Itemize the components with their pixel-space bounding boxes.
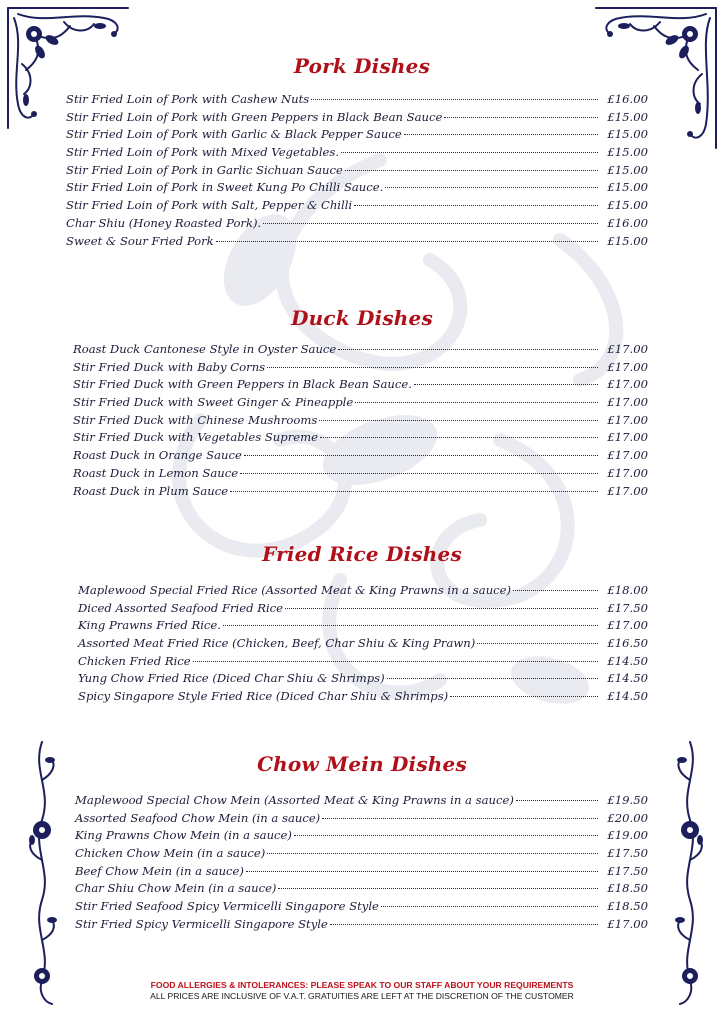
menu-item-price: £17.00 (607, 359, 648, 374)
dot-leader (246, 871, 598, 872)
menu-item (78, 689, 648, 707)
menu-item-price: £15.00 (607, 180, 648, 195)
menu-item (73, 377, 648, 395)
menu-item (73, 342, 648, 360)
menu-item-price: £17.00 (607, 377, 648, 392)
dot-leader (322, 818, 598, 819)
menu-item (66, 198, 648, 216)
menu-item-price: £17.00 (607, 448, 648, 463)
menu-item-price: £14.50 (607, 671, 648, 686)
dot-leader (355, 402, 598, 403)
menu-item-name: Sweet & Sour Fried Pork (66, 233, 214, 248)
menu-item-name: Stir Fried Seafood Spicy Vermicelli Singapore Style (75, 899, 379, 914)
menu-item-name: Chicken Chow Mein (in a sauce) (75, 846, 266, 861)
dot-leader (230, 491, 598, 492)
menu-item-name: Spicy Singapore Style Fried Rice (Diced Char Shiu & Shrimps) (78, 689, 449, 704)
menu-item-name: Stir Fried Loin of Pork in Garlic Sichuan Sauce (66, 162, 343, 177)
dot-leader (216, 241, 598, 242)
menu-item-price: £19.50 (607, 793, 648, 807)
menu-item-name: Yung Chow Fried Rice (Diced Char Shiu & Shrimps) (78, 671, 385, 686)
menu-item-name: Stir Fried Spicy Vermicelli Singapore Style (75, 916, 328, 931)
dot-leader (294, 835, 598, 836)
dot-leader (244, 455, 598, 456)
menu-item (73, 360, 648, 378)
menu-item-price: £16.00 (607, 215, 648, 230)
menu-item (78, 636, 648, 654)
menu-item-name: Stir Fried Duck with Vegetables Supreme (73, 430, 318, 445)
menu-item-price: £17.50 (607, 600, 648, 615)
duck-dishes-heading: Duck Dishes (291, 306, 433, 330)
dot-leader (267, 367, 598, 368)
menu-item-name: Stir Fried Loin of Pork with Cashew Nuts (66, 92, 310, 106)
dot-leader (319, 420, 598, 421)
menu-item (73, 395, 648, 413)
menu-item-price: £19.00 (607, 828, 648, 843)
dot-leader (267, 853, 598, 854)
menu-item-name: Stir Fried Loin of Pork with Green Peppers in Black Bean Sauce (66, 109, 443, 124)
menu-item-price: £15.00 (607, 127, 648, 142)
menu-item (75, 846, 648, 864)
dot-leader (513, 590, 598, 591)
menu-item (66, 145, 648, 163)
fried-rice-dishes-list (78, 583, 648, 707)
menu-item-price: £17.00 (607, 916, 648, 931)
menu-item-price: £17.50 (607, 846, 648, 861)
dot-leader (285, 608, 598, 609)
dot-leader (354, 205, 598, 206)
menu-item (66, 110, 648, 128)
menu-item-name: King Prawns Chow Mein (in a sauce) (75, 828, 292, 843)
dot-leader (311, 99, 598, 100)
dot-leader (516, 800, 598, 801)
menu-item-name: Maplewood Special Fried Rice (Assorted Meat & King Prawns in a sauce) (78, 583, 512, 597)
menu-item (66, 163, 648, 181)
dot-leader (450, 696, 598, 697)
menu-item-name: Stir Fried Loin of Pork with Garlic & Black Pepper Sauce (66, 127, 402, 142)
dot-leader (330, 924, 598, 925)
menu-item-name: Stir Fried Duck with Chinese Mushrooms (73, 412, 318, 427)
fried-rice-dishes-heading: Fried Rice Dishes (262, 542, 462, 566)
menu-item (78, 583, 648, 601)
menu-item (78, 671, 648, 689)
right-floral-vine-ornament (670, 740, 710, 1010)
menu-item-name: Maplewood Special Chow Mein (Assorted Meat & King Prawns in a sauce) (75, 793, 514, 807)
menu-item-name: Roast Duck in Lemon Sauce (73, 465, 239, 480)
menu-item-name: Chicken Fried Rice (78, 653, 191, 668)
dot-leader (193, 661, 598, 662)
menu-item (66, 234, 648, 252)
menu-item-name: Stir Fried Loin of Pork in Sweet Kung Po Chilli Sauce. (66, 180, 384, 195)
menu-item (73, 484, 648, 502)
menu-item-name: Char Shiu (Honey Roasted Pork). (66, 215, 262, 230)
menu-item (75, 864, 648, 882)
menu-item-price: £15.00 (607, 109, 648, 124)
left-floral-vine-ornament (22, 740, 62, 1010)
duck-dishes-list (73, 342, 648, 501)
dot-leader (263, 223, 598, 224)
menu-item-price: £16.50 (607, 636, 648, 651)
menu-item-price: £15.00 (607, 233, 648, 248)
dot-leader (387, 678, 598, 679)
menu-item (78, 618, 648, 636)
menu-item (66, 216, 648, 234)
menu-item-price: £17.00 (607, 412, 648, 427)
menu-item (73, 430, 648, 448)
menu-item (73, 466, 648, 484)
menu-item (75, 881, 648, 899)
menu-item-price: £15.00 (607, 162, 648, 177)
menu-item-price: £14.50 (607, 689, 648, 704)
dot-leader (414, 384, 598, 385)
menu-item-price: £15.00 (607, 198, 648, 213)
menu-item-name: Stir Fried Loin of Pork with Mixed Vegetables. (66, 145, 340, 160)
menu-item-name: King Prawns Fried Rice. (78, 618, 221, 633)
chow-mein-dishes-heading: Chow Mein Dishes (257, 752, 467, 776)
menu-item-price: £17.50 (607, 863, 648, 878)
menu-item-name: Stir Fried Duck with Baby Corns (73, 359, 266, 374)
dot-leader (381, 906, 598, 907)
dot-leader (320, 437, 598, 438)
menu-item-name: Diced Assorted Seafood Fried Rice (78, 600, 284, 615)
menu-item-name: Stir Fried Duck with Green Peppers in Black Bean Sauce. (73, 377, 412, 392)
dot-leader (278, 888, 598, 889)
menu-item-price: £20.00 (607, 810, 648, 825)
menu-item-price: £17.00 (607, 395, 648, 410)
menu-item-name: Roast Duck in Orange Sauce (73, 448, 242, 463)
menu-item (78, 654, 648, 672)
menu-item-price: £15.00 (607, 145, 648, 160)
menu-item (66, 127, 648, 145)
menu-item-name: Assorted Seafood Chow Mein (in a sauce) (75, 810, 321, 825)
vat-notice: ALL PRICES ARE INCLUSIVE OF V.A.T. GRATUITIES ARE LEFT AT THE DISCRETION OF THE CUSTOMER (150, 991, 574, 1001)
menu-item-name: Assorted Meat Fried Rice (Chicken, Beef, Char Shiu & King Prawn) (78, 636, 476, 651)
menu-item (75, 793, 648, 811)
menu-item-price: £17.00 (607, 618, 648, 633)
dot-leader (338, 349, 598, 350)
menu-item-price: £18.00 (607, 583, 648, 597)
menu-item (75, 899, 648, 917)
allergy-notice: FOOD ALLERGIES & INTOLERANCES: PLEASE SPEAK TO OUR STAFF ABOUT YOUR REQUIREMENTS (150, 980, 574, 990)
menu-item (75, 917, 648, 935)
menu-item-price: £18.50 (607, 899, 648, 914)
menu-item (66, 180, 648, 198)
menu-item-price: £17.00 (607, 342, 648, 356)
menu-item (78, 601, 648, 619)
menu-item (75, 828, 648, 846)
menu-item-price: £16.00 (607, 92, 648, 106)
pork-dishes-list (66, 92, 648, 251)
dot-leader (341, 152, 598, 153)
menu-item (73, 448, 648, 466)
menu-item-price: £18.50 (607, 881, 648, 896)
chow-mein-dishes-list (75, 793, 648, 935)
menu-item-name: Beef Chow Mein (in a sauce) (75, 863, 244, 878)
menu-item-name: Roast Duck Cantonese Style in Oyster Sauce (73, 342, 337, 356)
menu-item-price: £14.50 (607, 653, 648, 668)
dot-leader (385, 187, 598, 188)
menu-item-price: £17.00 (607, 430, 648, 445)
pork-dishes-heading: Pork Dishes (293, 54, 431, 78)
menu-item-name: Stir Fried Duck with Sweet Ginger & Pineapple (73, 395, 354, 410)
menu-item-name: Char Shiu Chow Mein (in a sauce) (75, 881, 277, 896)
menu-item-price: £17.00 (607, 465, 648, 480)
dot-leader (444, 117, 598, 118)
dot-leader (477, 643, 598, 644)
dot-leader (223, 625, 598, 626)
dot-leader (404, 134, 598, 135)
menu-item (75, 811, 648, 829)
menu-item-price: £17.00 (607, 483, 648, 498)
menu-item (73, 413, 648, 431)
menu-item (66, 92, 648, 110)
dot-leader (345, 170, 598, 171)
menu-item-name: Roast Duck in Plum Sauce (73, 483, 229, 498)
dot-leader (240, 473, 598, 474)
menu-item-name: Stir Fried Loin of Pork with Salt, Pepper & Chilli (66, 198, 353, 213)
